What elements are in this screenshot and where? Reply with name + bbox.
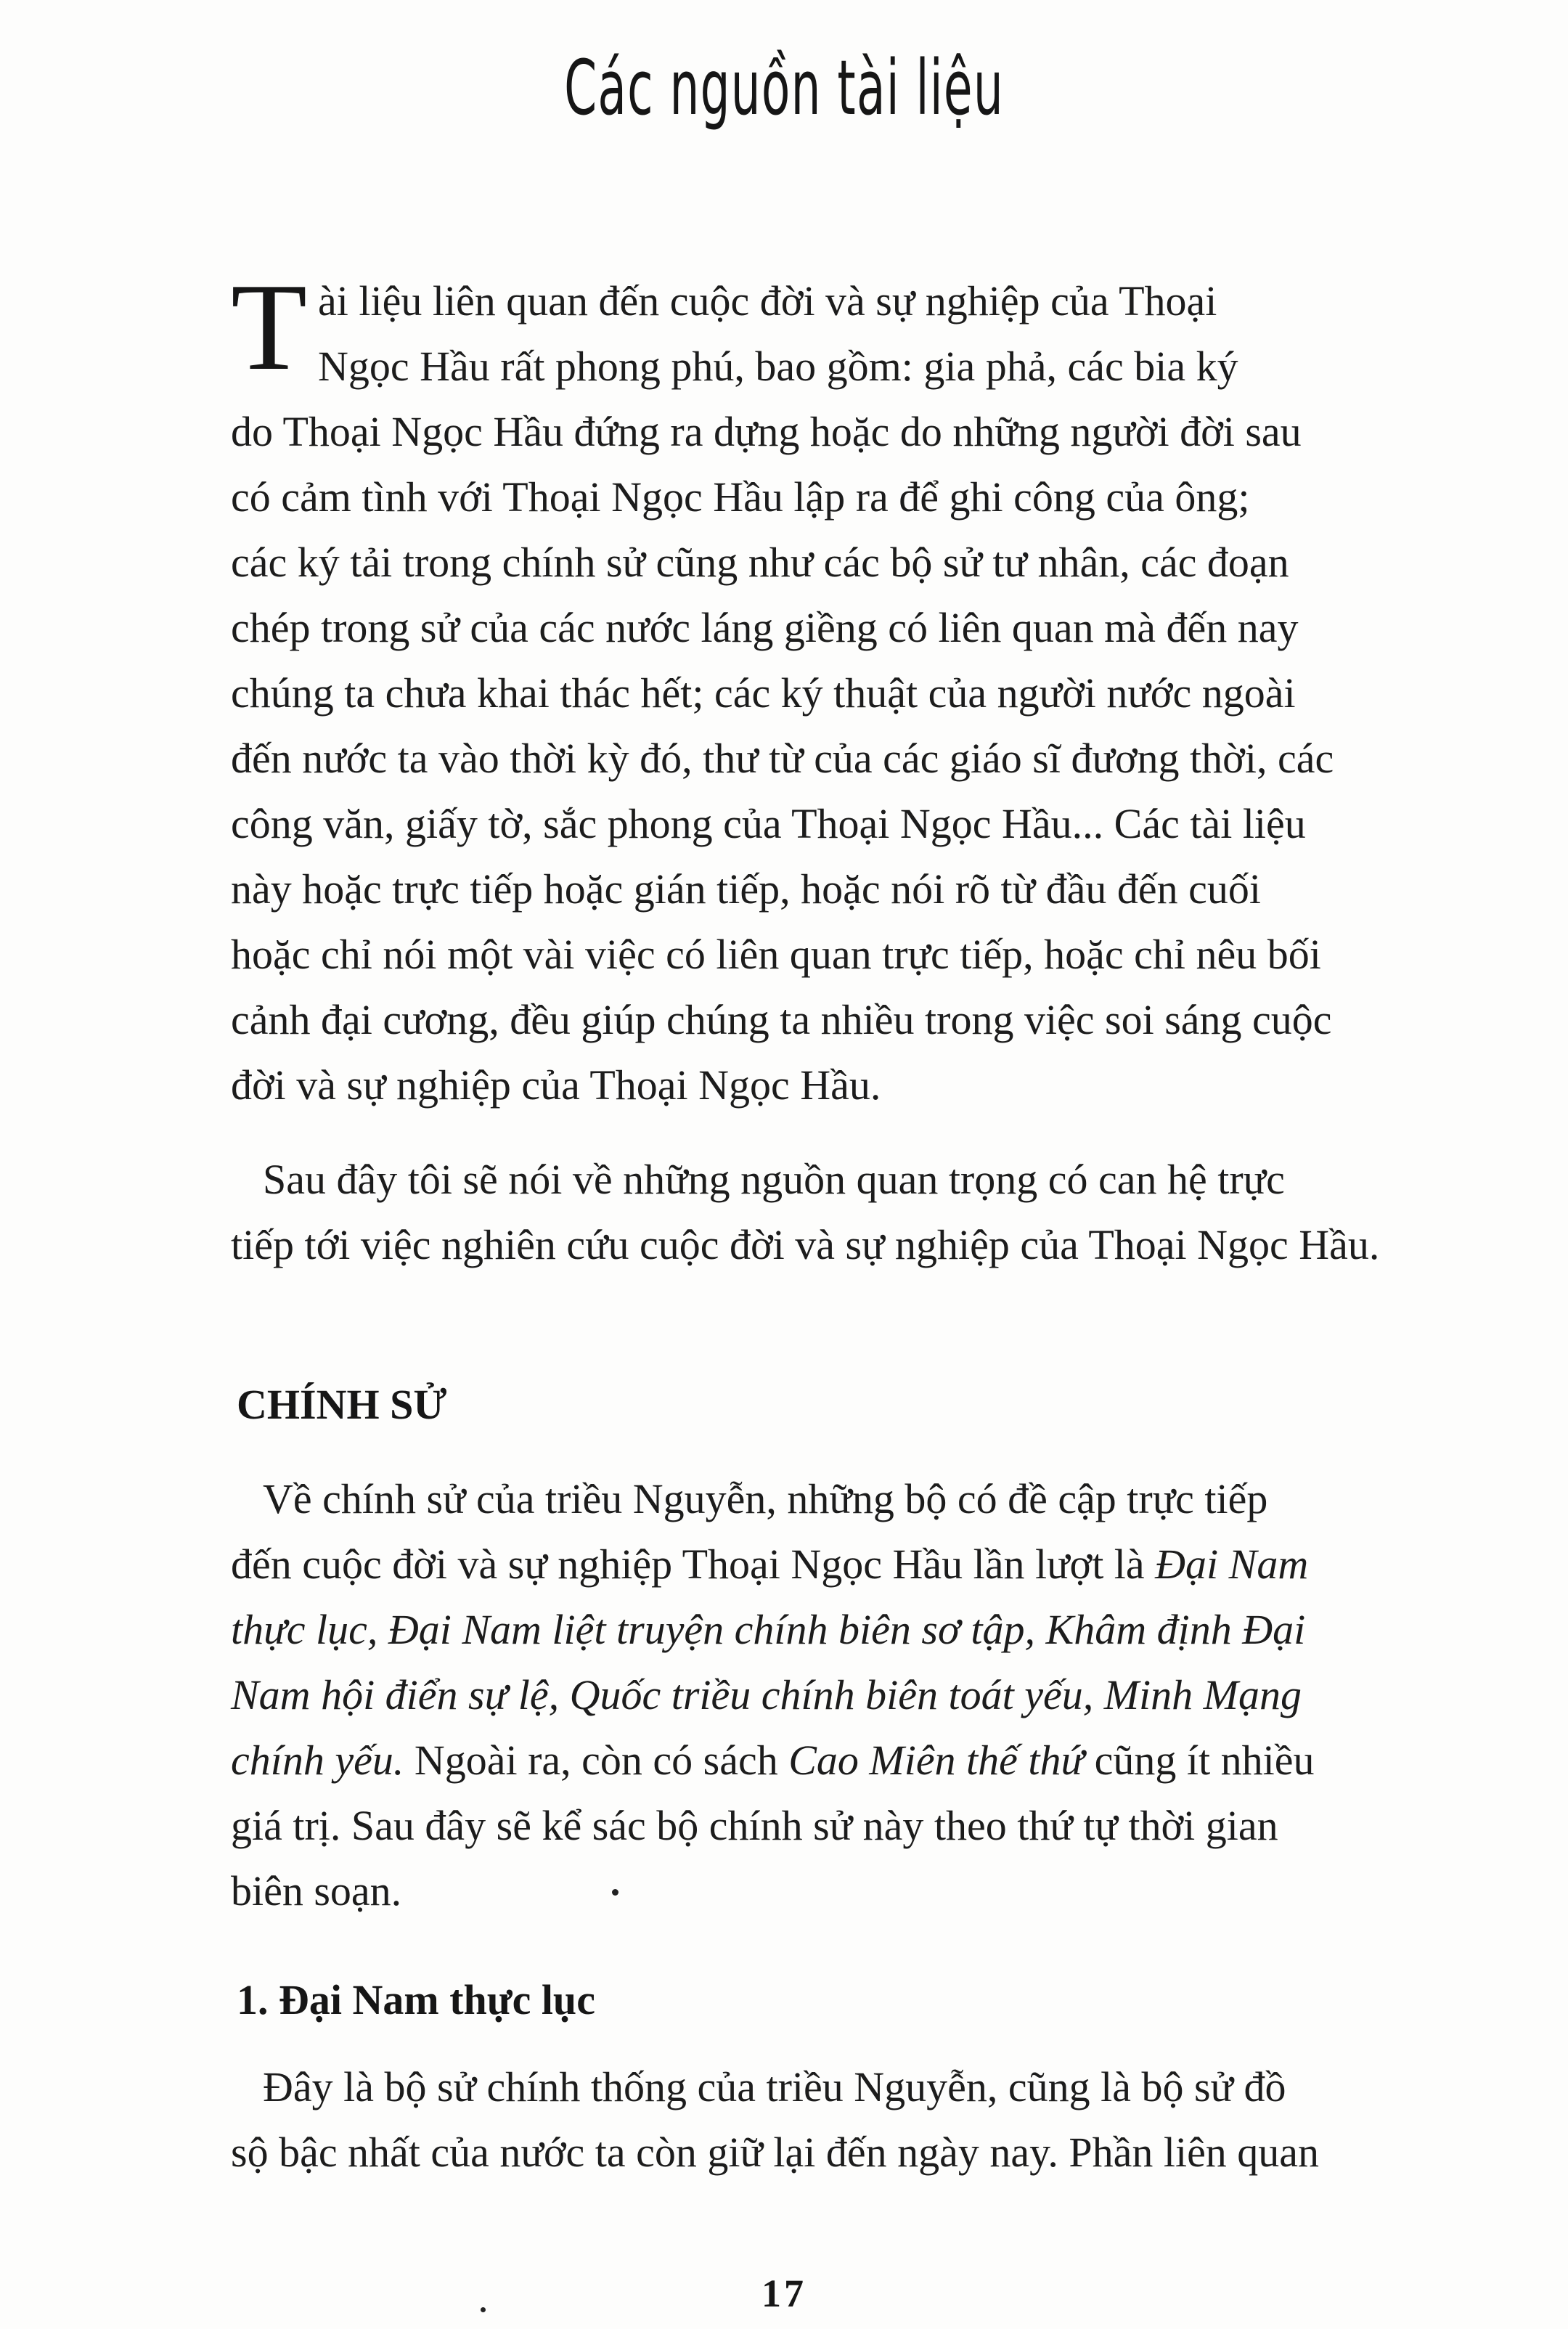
section-line-3	[231, 1604, 1305, 1655]
subsection-line-1: Đây là bộ sử chính thống của triều Nguyễn, cũng là bộ sử đồ	[263, 2063, 1286, 2110]
section-line-6: giá trị. Sau đây sẽ kể sác bộ chính sử này theo thứ tự thời gian	[231, 1802, 1278, 1849]
intro-line-6: chép trong sử của các nước láng giềng có liên quan mà đến nay	[231, 604, 1299, 651]
scan-speck	[612, 1889, 618, 1896]
scan-speck	[481, 2307, 486, 2312]
chapter-title: Các nguồn tài liệu	[564, 44, 1004, 132]
intro-line-12: cảnh đại cương, đều giúp chúng ta nhiều trong việc soi sáng cuộc	[231, 996, 1332, 1043]
book-titles-line-4: Nam hội điển sự lệ, Quốc triều chính biên toát yếu, Minh Mạng	[231, 1671, 1302, 1718]
intro-line-10: này hoặc trực tiếp hoặc gián tiếp, hoặc nói rõ từ đầu đến cuối	[231, 865, 1261, 913]
section-line-5	[231, 1735, 1315, 1786]
book-title-dai-nam: Đại Nam	[1155, 1541, 1309, 1588]
section-line-5-text-b: cũng ít nhiều	[1084, 1737, 1315, 1784]
intro-line-11: hoặc chỉ nói một vài việc có liên quan trực tiếp, hoặc chỉ nêu bối	[231, 931, 1321, 978]
intro-line-7: chúng ta chưa khai thác hết; các ký thuật của người nước ngoài	[231, 669, 1296, 717]
book-titles-line-3: thực lục, Đại Nam liệt truyện chính biên sơ tập, Khâm định Đại	[231, 1606, 1306, 1653]
book-title-cao-mien: Cao Miên thế thứ	[788, 1737, 1085, 1784]
section-heading: CHÍNH SỬ	[237, 1381, 447, 1428]
intro-line-4: có cảm tình với Thoại Ngọc Hầu lập ra để ghi công của ông;	[231, 473, 1250, 521]
section-line-4	[231, 1670, 1302, 1721]
page-number: 17	[761, 2272, 807, 2315]
subsection-line-2: sộ bậc nhất của nước ta còn giữ lại đến ngày nay. Phần liên quan	[231, 2129, 1320, 2176]
para2-line-2: tiếp tới việc nghiên cứu cuộc đời và sự nghiệp của Thoại Ngọc Hầu.	[231, 1221, 1380, 1268]
intro-line-9: công văn, giấy tờ, sắc phong của Thoại Ngọc Hầu... Các tài liệu	[231, 800, 1306, 847]
book-title-chinh-yeu: chính yếu.	[231, 1737, 404, 1784]
intro-line-1: ài liệu liên quan đến cuộc đời và sự nghiệp của Thoại	[318, 277, 1217, 325]
section-line-2-text: đến cuộc đời và sự nghiệp Thoại Ngọc Hầu lần lượt là	[231, 1541, 1156, 1588]
section-line-7: biên soạn.	[231, 1867, 402, 1914]
section-line-1: Về chính sử của triều Nguyễn, những bộ có đề cập trực tiếp	[263, 1475, 1268, 1522]
section-line-2	[231, 1539, 1308, 1590]
intro-line-2: Ngọc Hầu rất phong phú, bao gồm: gia phả, các bia ký	[318, 343, 1238, 390]
para2-line-1: Sau đây tôi sẽ nói về những nguồn quan trọng có can hệ trực	[263, 1156, 1285, 1203]
intro-line-5: các ký tải trong chính sử cũng như các bộ sử tư nhân, các đoạn	[231, 539, 1289, 586]
intro-line-8: đến nước ta vào thời kỳ đó, thư từ của các giáo sĩ đương thời, các	[231, 735, 1334, 782]
intro-line-3: do Thoại Ngọc Hầu đứng ra dựng hoặc do những người đời sau	[231, 408, 1302, 455]
drop-cap-letter: T	[231, 258, 308, 396]
intro-line-13: đời và sự nghiệp của Thoại Ngọc Hầu.	[231, 1061, 881, 1109]
section-line-5-text-a: Ngoài ra, còn có sách	[404, 1737, 789, 1784]
subsection-heading: 1. Đại Nam thực lục	[237, 1976, 595, 2023]
